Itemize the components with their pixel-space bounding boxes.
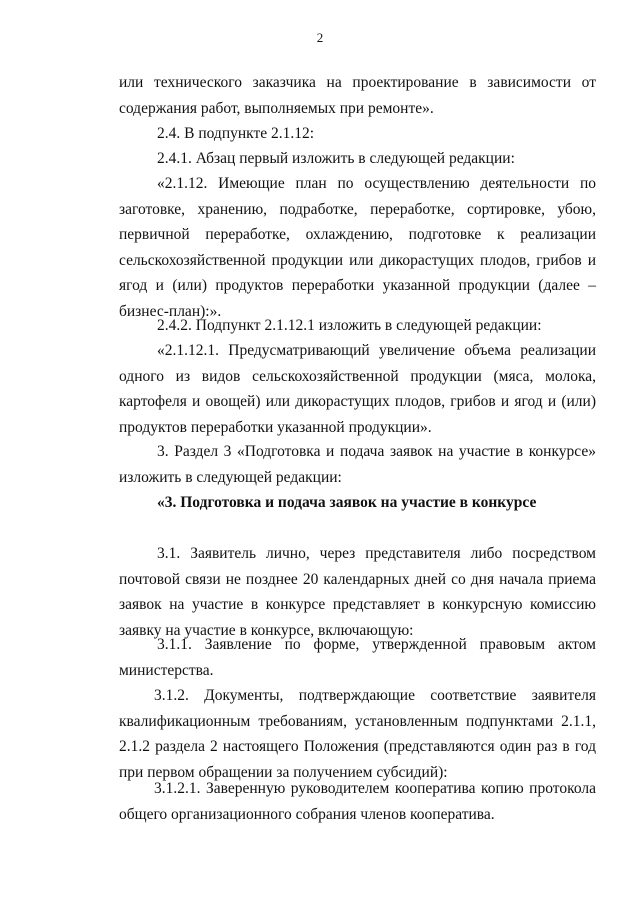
paragraph-continuation: или технического заказчика на проектирование в зависимости от содержания работ, выполняемых при ремонте». [119,74,596,117]
page-number: 2 [316,30,324,45]
paragraph-2-4-1: 2.4.1. Абзац первый изложить в следующей редакции: [157,150,515,167]
paragraph-2-1-12-1: «2.1.12.1. Предусматривающий увеличение объема реализации одного из видов сельскохозяйственной продукции (мяса, молока, картофеля и овощей) или дикорастущих плодов, грибов и ягод и (или) продуктов переработки указанной продукции». [119,342,596,436]
paragraph-2-4: 2.4. В подпункте 2.1.12: [157,125,315,142]
paragraph-section-3: 3. Раздел 3 «Подготовка и подача заявок на участие в конкурсе» изложить в следующей редакции: [119,443,596,486]
section-3-heading: «3. Подготовка и подача заявок на участие в конкурсе [157,494,537,511]
paragraph-2-4-2: 2.4.2. Подпункт 2.1.12.1 изложить в следующей редакции: [157,317,542,334]
paragraph-3-1: 3.1. Заявитель лично, через представителя либо посредством почтовой связи не позднее 20 календарных дней со дня начала приема заявок на участие в конкурсе представляет в конкурсную комиссию заявку на участие в конкурсе, включающую: [119,545,596,639]
paragraph-3-1-2-1: 3.1.2.1. Заверенную руководителем кооператива копию протокола общего организационного собрания членов кооператива. [119,780,596,823]
paragraph-2-1-12: «2.1.12. Имеющие план по осуществлению деятельности по заготовке, хранению, подработке, переработке, сортировке, убою, первичной переработке, охлаждению, подготовке к реализации сельскохозяйственной продукции или дикорастущих плодов, грибов и ягод и (или) продуктов переработки указанной продукции (далее – бизнес-план):». [119,175,596,320]
paragraph-3-1-2: 3.1.2. Документы, подтверждающие соответствие заявителя квалификационным требованиям, установленным подпунктами 2.1.1, 2.1.2 раздела 2 настоящего Положения (представляются один раз в год при первом обращении за получением субсидий): [119,687,596,781]
paragraph-3-1-1: 3.1.1. Заявление по форме, утвержденной правовым актом министерства. [119,636,596,679]
